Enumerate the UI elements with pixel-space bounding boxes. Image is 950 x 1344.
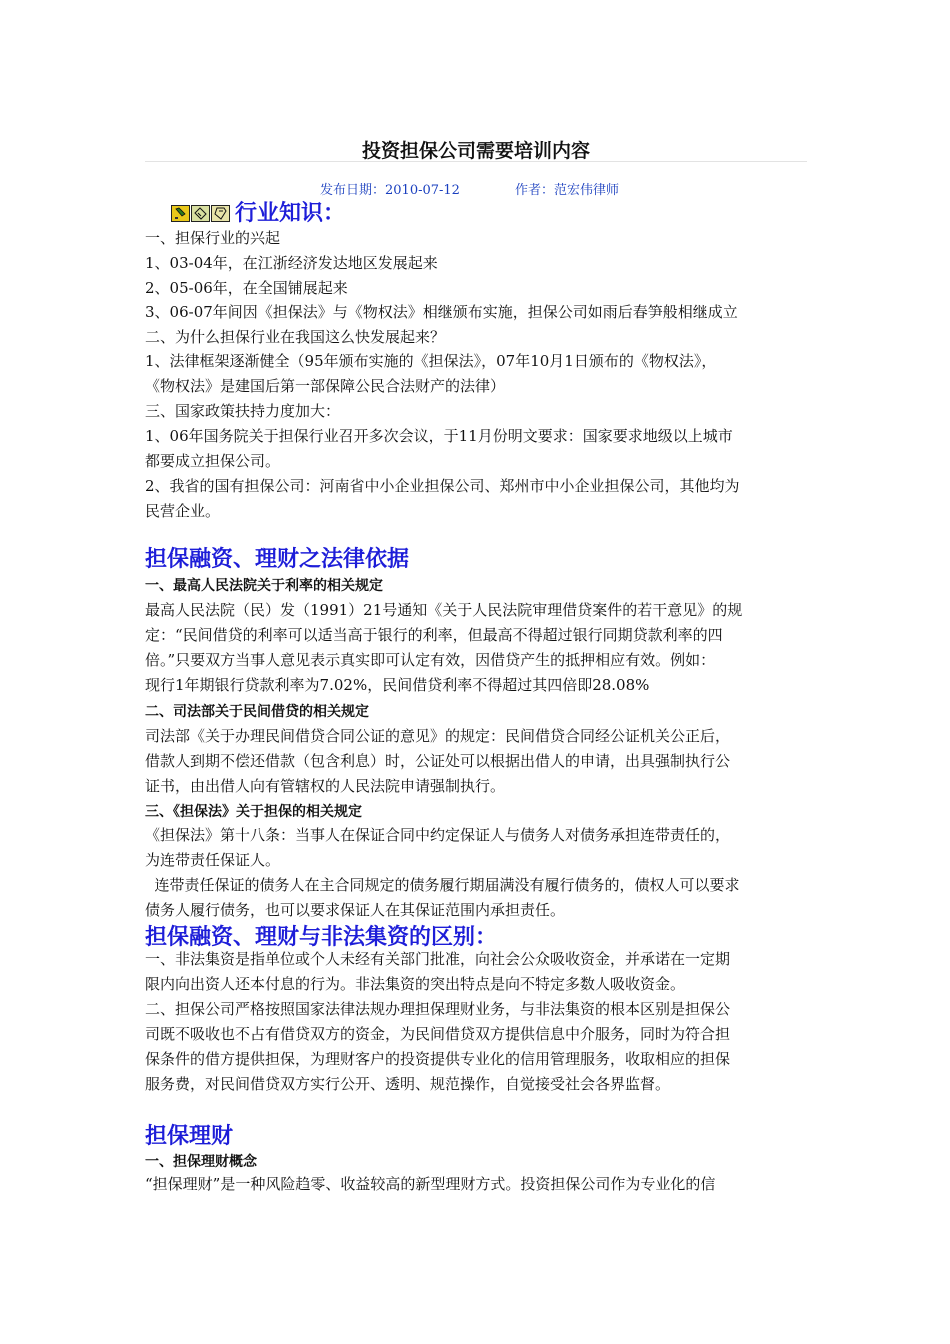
text-line: 《物权法》是建国后第一部保障公民合法财产的法律） (145, 377, 506, 395)
text-line: 都要成立担保公司。 (145, 452, 281, 470)
section3-heading: 担保融资、理财与非法集资的区别： (145, 924, 498, 950)
text-line: 《担保法》第十八条：当事人在保证合同中约定保证人与债务人对债务承担连带责任的， (145, 826, 731, 844)
title-divider (145, 161, 807, 162)
text-line: 限内向出资人还本付息的行为。非法集资的突出特点是向不特定多数人吸收资金。 (145, 975, 686, 993)
subheading: 三、《担保法》关于担保的相关规定 (145, 804, 362, 820)
text-line: 1、03-04年，在江浙经济发达地区发展起来 (145, 254, 438, 272)
subheading: 一、担保理财概念 (145, 1154, 257, 1170)
text-line: 现行1年期银行贷款利率为7.02%，民间借贷利率不得超过其四倍即28.08% (145, 676, 650, 694)
text-line: 倍。”只要双方当事人意见表示真实即可认定有效，因借贷产生的抵押相应有效。例如： (145, 651, 716, 669)
text-line: 司法部《关于办理民间借贷合同公证的意见》的规定：民间借贷合同经公证机关公正后， (145, 727, 731, 745)
subheading: 一、最高人民法院关于利率的相关规定 (145, 578, 383, 594)
text-line: 二、担保公司严格按照国家法律法规办理担保理财业务，与非法集资的根本区别是担保公 (145, 1000, 731, 1018)
text-line: 为连带责任保证人。 (145, 851, 281, 869)
subheading: 二、司法部关于民间借贷的相关规定 (145, 704, 369, 720)
publish-date: 发布日期：2010-07-12 (320, 183, 460, 198)
note-icon (211, 205, 230, 222)
text-line: 2、05-06年，在全国铺展起来 (145, 279, 348, 297)
text-line: 借款人到期不偿还借款（包含利息）时，公证处可以根据出借人的申请，出具强制执行公 (145, 752, 731, 770)
text-line: 2、我省的国有担保公司：河南省中小企业担保公司、郑州市中小企业担保公司，其他均为 (145, 477, 740, 495)
book-icon (171, 205, 190, 222)
text-line: 证书，由出借人向有管辖权的人民法院申请强制执行。 (145, 777, 506, 795)
text-line: 债务人履行债务，也可以要求保证人在其保证范围内承担责任。 (145, 901, 566, 919)
text-line: 民营企业。 (145, 502, 221, 520)
text-line: 1、06年国务院关于担保行业召开多次会议，于11月份明文要求：国家要求地级以上城市 (145, 427, 733, 445)
text-line: 最高人民法院（民）发（1991）21号通知《关于人民法院审理借贷案件的若干意见》的规 (145, 601, 743, 619)
text-line: 三、国家政策扶持力度加大： (145, 402, 341, 420)
text-line: 连带责任保证的债务人在主合同规定的债务履行期届满没有履行债务的，债权人可以要求 (145, 876, 740, 894)
text-line: 一、非法集资是指单位或个人未经有关部门批准，向社会公众吸收资金，并承诺在一定期 (145, 950, 731, 968)
text-line: 保条件的借方提供担保，为理财客户的投资提供专业化的信用管理服务，收取相应的担保 (145, 1050, 731, 1068)
pencil-icon (191, 205, 210, 222)
section1-heading: 行业知识： (235, 199, 346, 226)
author: 作者：范宏伟律师 (515, 183, 620, 198)
text-line: 司既不吸收也不占有借贷双方的资金，为民间借贷双方提供信息中介服务，同时为符合担 (145, 1025, 731, 1043)
page-title: 投资担保公司需要培训内容 (361, 140, 590, 162)
text-line: 3、06-07年间因《担保法》与《物权法》相继颁布实施，担保公司如雨后春笋般相继成立 (145, 303, 738, 321)
section4-heading: 担保理财 (145, 1123, 234, 1149)
text-line: 服务费，对民间借贷双方实行公开、透明、规范操作，自觉接受社会各界监督。 (145, 1075, 671, 1093)
text-line: 1、法律框架逐渐健全（95年颁布实施的《担保法》，07年10月1日颁布的《物权法》， (145, 352, 717, 370)
text-line: 一、担保行业的兴起 (145, 229, 281, 247)
section1-header (171, 198, 345, 228)
text-line: “担保理财”是一种风险趋零、收益较高的新型理财方式。投资担保公司作为专业化的信 (145, 1175, 716, 1193)
section2-heading: 担保融资、理财之法律依据 (145, 546, 410, 572)
text-line: 定：“民间借贷的利率可以适当高于银行的利率，但最高不得超过银行同期贷款利率的四 (145, 626, 723, 644)
text-line: 二、为什么担保行业在我国这么快发展起来？ (145, 328, 446, 346)
